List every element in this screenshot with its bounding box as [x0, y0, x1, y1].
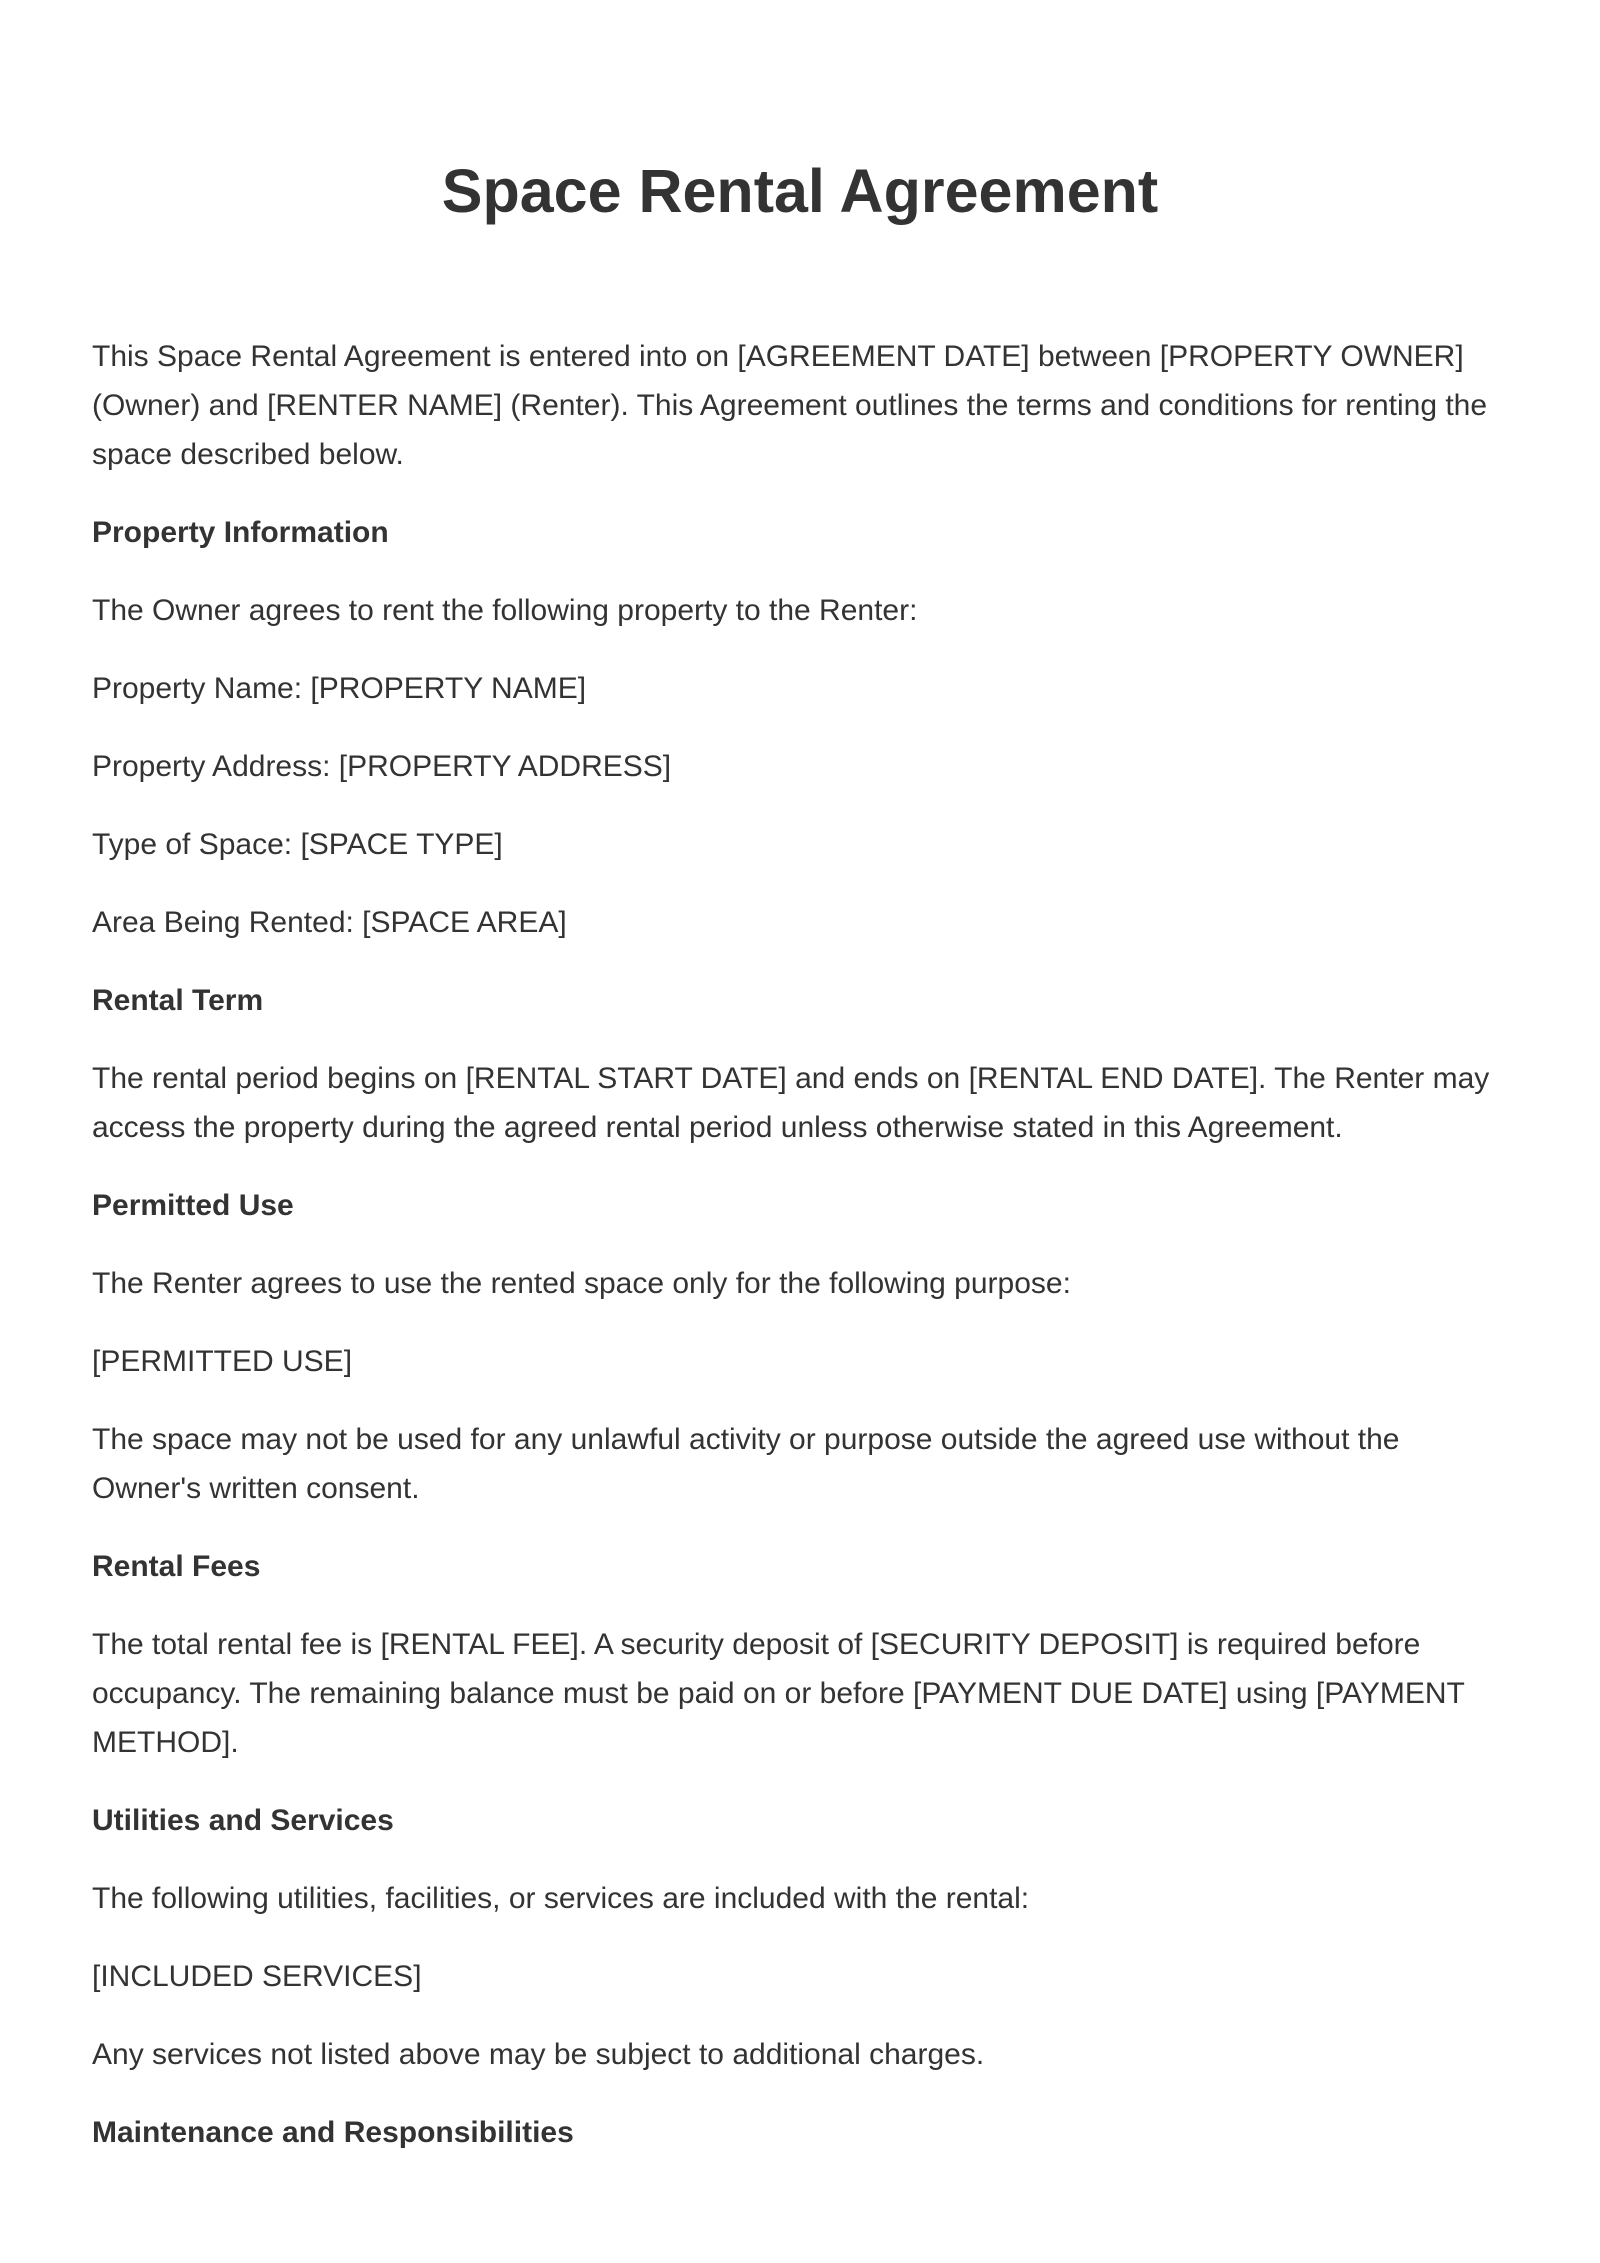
section-heading: Rental Term [92, 984, 264, 1017]
permitted-use-placeholder: [PERMITTED USE] [92, 1345, 353, 1378]
rental-term-text: The rental period begins on [RENTAL START DATE] and ends on [RENTAL END DATE]. The Renter may access the property during the agreed rental period unless otherwise stated in this Agreement. [92, 1062, 1490, 1144]
intro-paragraph: This Space Rental Agreement is entered into on [AGREEMENT DATE] between [PROPERTY OWNER] (Owner) and [RENTER NAME] (Renter). This Agreement outlines the terms and conditions for renting the space described below. [92, 340, 1488, 471]
section-utilities-services [92, 1796, 1508, 2079]
section-lead: The Owner agrees to rent the following property to the Renter: [92, 594, 918, 627]
space-area-line: Area Being Rented: [SPACE AREA] [92, 906, 567, 939]
section-lead: The following utilities, facilities, or services are included with the rental: [92, 1882, 1030, 1915]
section-lead: The Renter agrees to use the rented space only for the following purpose: [92, 1267, 1071, 1300]
section-rental-fees [92, 1542, 1508, 1767]
rental-fees-text: The total rental fee is [RENTAL FEE]. A security deposit of [SECURITY DEPOSIT] is required before occupancy. The remaining balance must be paid on or before [PAYMENT DUE DATE] using [PAYMENT METHOD]. [92, 1628, 1465, 1759]
section-permitted-use [92, 1181, 1508, 1513]
section-maintenance [92, 2108, 1508, 2157]
section-heading: Permitted Use [92, 1189, 294, 1222]
included-services-placeholder: [INCLUDED SERVICES] [92, 1960, 422, 1993]
section-rental-term [92, 976, 1508, 1152]
property-address-line: Property Address: [PROPERTY ADDRESS] [92, 750, 672, 783]
section-heading: Rental Fees [92, 1550, 261, 1583]
section-property-information [92, 508, 1508, 947]
space-type-line: Type of Space: [SPACE TYPE] [92, 828, 503, 861]
document-title: Space Rental Agreement [441, 157, 1159, 225]
utilities-note: Any services not listed above may be subject to additional charges. [92, 2038, 985, 2071]
section-heading: Utilities and Services [92, 1804, 394, 1837]
document-body [92, 332, 1508, 2157]
permitted-use-restriction: The space may not be used for any unlawful activity or purpose outside the agreed use without the Owner's written consent. [92, 1423, 1400, 1505]
property-name-line: Property Name: [PROPERTY NAME] [92, 672, 587, 705]
section-heading: Property Information [92, 516, 389, 549]
section-heading: Maintenance and Responsibilities [92, 2116, 574, 2149]
